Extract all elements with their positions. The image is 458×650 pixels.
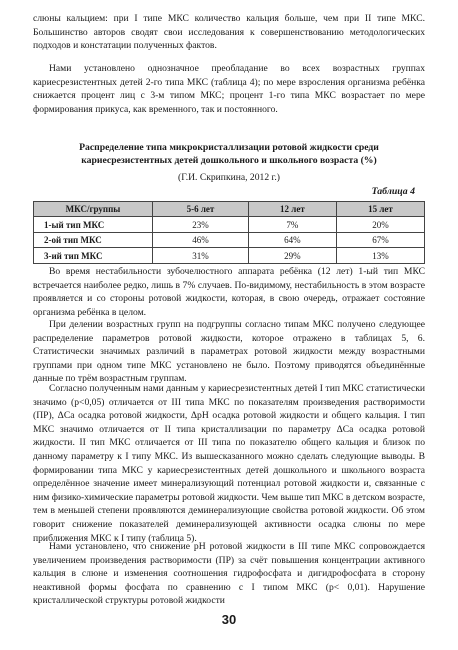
source-citation: (Г.И. Скрипкина, 2012 г.)	[178, 171, 280, 183]
paragraph-findings	[33, 62, 425, 116]
table-header-row	[34, 201, 425, 217]
table-cell: 13%	[336, 248, 424, 264]
table-cell: 7%	[248, 217, 336, 233]
table-header-cell: 15 лет	[336, 201, 424, 217]
paragraph-ph-findings	[33, 540, 425, 608]
table-cell: 31%	[153, 248, 249, 264]
table-cell: 67%	[336, 232, 424, 248]
paragraph-text: Нами установлено, что снижение рН ротовой жидкости в III типе МКС сопровождается увеличением произведения растворимости (ПР) за счёт повышения концентрации активного кальция в слюне и изменения соотношения гидрофосфата и дигидрофосфата в сторону неактивной формы фосфата по сравнению с I типом МКС (р< 0,01). Нарушение кристаллической структуры ротовой жидкости	[33, 541, 425, 607]
row-label: 1-ый тип МКС	[34, 217, 153, 233]
table-cell: 46%	[153, 232, 249, 248]
page-number: 30	[221, 612, 237, 627]
paragraph-text: Согласно полученным нами данным у кариесрезистентных детей I тип МКС статистически значимо (р<0,05) отличается от III типа МКС по показателям произведения растворимости (ПР), ΔCa осадка ротовой жидкости, ΔрН осадка ротовой жидкости и общего кальция. I тип МКС значимо отличается от II типа кристаллизации по параметру ΔCa осадка ротовой жидкости. II тип МКС отличается от III типа по показателю общего кальция и близок по данному параметру к I типу МКС. Из вышесказанного можно сделать следующие выводы. В формировании типа МКС у кариесрезистентных детей дошкольного и школьного возраста определённое значение имеет минерализующий потенциал ротовой жидкости и, связанные с ним физико-химические параметры ротовой жидкости. Чем выше тип МКС в детском возрасте, тем в меньшей степени проявляются деминерализующие свойства ротовой жидкости. Об этом говорит снижение показателей деминерализующей активности осадка слюны по мере приближения МКС к I типу (таблица 5).	[33, 383, 425, 544]
paragraph-subgroups	[33, 318, 425, 386]
section-title: Распределение типа микрокристаллизации ротовой жидкости среди кариесрезистентных детей дошкольного и школьного возраста (%)	[79, 142, 379, 167]
table-row	[34, 217, 425, 233]
table-row	[34, 248, 425, 264]
paragraph-instability	[33, 265, 425, 319]
table-header-cell: 5-6 лет	[153, 201, 249, 217]
table-cell: 29%	[248, 248, 336, 264]
table-header-cell: МКС/группы	[34, 201, 153, 217]
table-cell: 23%	[153, 217, 249, 233]
mks-distribution-table	[33, 201, 425, 264]
table-cell: 20%	[336, 217, 424, 233]
paragraph-text: Во время нестабильности зубочелюстного аппарата ребёнка (12 лет) 1-ый тип МКС встречается наиболее редко, лишь в 7% случаев. По-видимому, нестабильность в этом возрасте проявляется и со стороны ротовой жидкости, которая, в свою очередь, отражает состояние организма ребёнка в целом.	[33, 266, 425, 318]
row-label: 3-ий тип МКС	[34, 248, 153, 264]
row-label: 2-ой тип МКС	[34, 232, 153, 248]
table-section	[33, 141, 425, 264]
paragraph-text: При делении возрастных групп на подгруппы согласно типам МКС получено следующее распределение параметров ротовой жидкости, которое отражено в таблицах 5, 6. Статистически значимых различий в параметрах ротовой жидкости между возрастными группами при одном типе МКС установлено не было. Поэтому приводятся объединённые данные по трём возрастным группам.	[33, 319, 425, 385]
paragraph-continuation	[33, 12, 425, 53]
paragraph-text: Нами установлено однозначное преобладание во всех возрастных группах кариесрезистентных детей 2-го типа МКС (таблица 4); по мере взросления организма ребёнка снижается процент лиц с 3-м типом МКС; процент 1-го типа МКС возрастает по мере формирования прикуса, как временного, так и постоянного.	[33, 63, 425, 115]
table-cell: 64%	[248, 232, 336, 248]
table-header-cell: 12 лет	[248, 201, 336, 217]
table-caption: Таблица 4	[371, 185, 415, 197]
paragraph-text: слюны кальцием: при I типе МКС количество кальция больше, чем при II типе МКС. Большинство авторов сводят свои исследования к совершенствованию методологических подходов и констатации полученных фактов.	[33, 13, 425, 52]
paragraph-statistics	[33, 382, 425, 545]
table-row	[34, 232, 425, 248]
